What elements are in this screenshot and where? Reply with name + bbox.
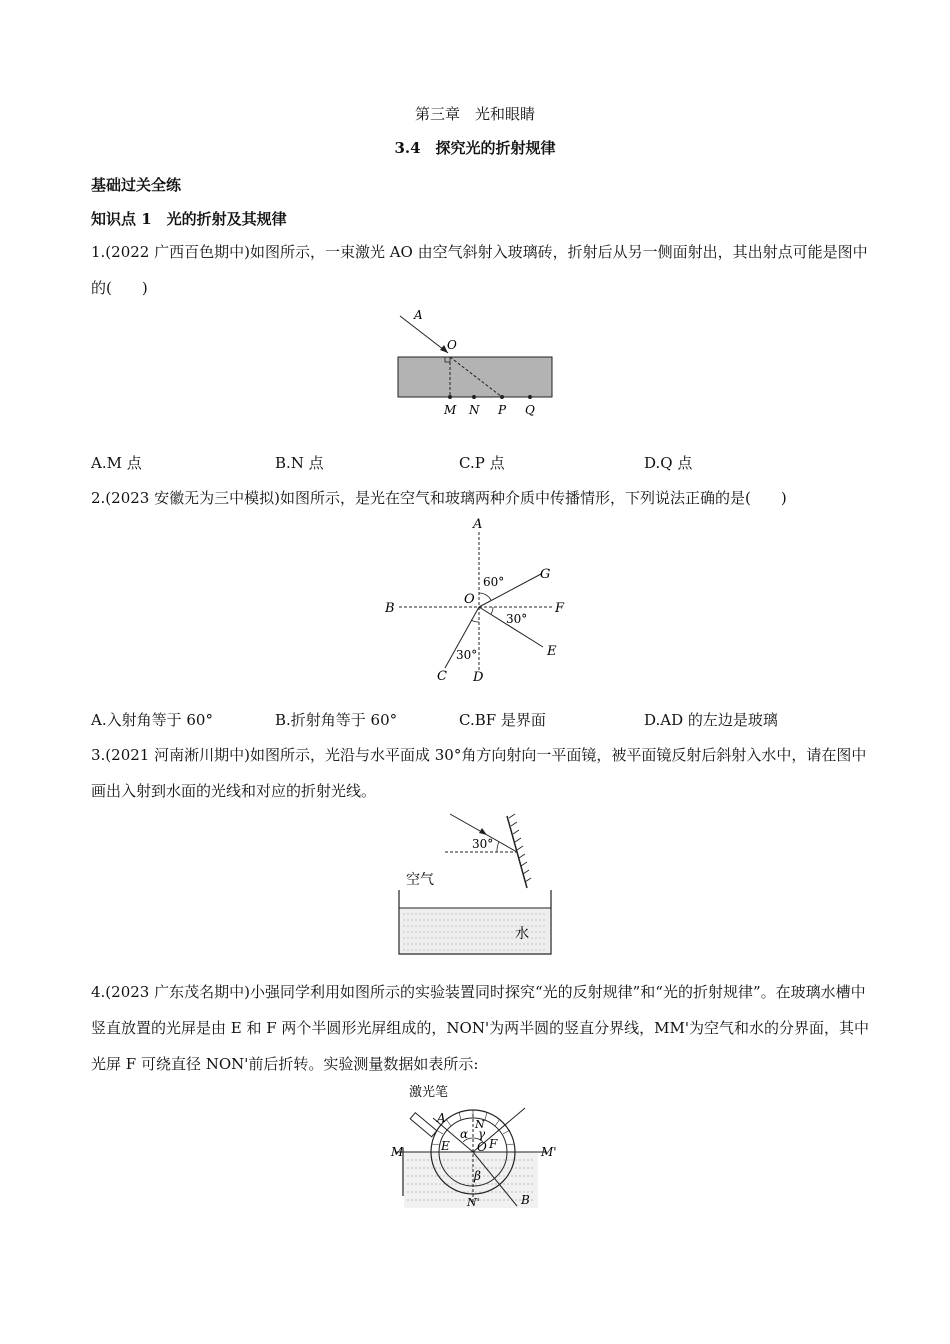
label-o: O	[447, 338, 457, 352]
q3-figure	[395, 808, 560, 958]
q2-option-c: C.BF 是界面	[459, 711, 546, 729]
label-n: N	[475, 1118, 485, 1131]
label-f: F	[489, 1137, 498, 1151]
angle-30-bottom: 30°	[456, 648, 478, 662]
question-3-text: 3.(2021 河南淅川期中)如图所示，光沿与水平面成 30°角方向射向一平面镜，被平面镜反射后斜射入水中，请在图中画出入射到水面的光线和对应的折射光线。	[91, 746, 867, 800]
water-label: 水	[515, 926, 529, 942]
label-a: A	[473, 517, 483, 532]
label-d: D	[473, 670, 484, 685]
laser-pen-label: 激光笔	[409, 1085, 449, 1100]
q2-option-a: A.入射角等于 60°	[91, 711, 213, 729]
incident-ray	[400, 316, 448, 353]
label-a: A	[414, 308, 423, 322]
q4-figure	[385, 1078, 575, 1218]
knowledge-point-title: 知识点 1 光的折射及其规律	[91, 210, 287, 228]
label-o: O	[477, 1140, 487, 1154]
label-beta: β	[474, 1169, 481, 1183]
laser-pen	[410, 1113, 437, 1137]
chapter-title: 第三章 光和眼睛	[414, 105, 535, 123]
label-m: M	[391, 1145, 404, 1159]
question-4-text: 4.(2023 广东茂名期中)小强同学利用如图所示的实验装置同时探究“光的反射规律”和“光的折射规律”。在玻璃水槽中竖直放置的光屏是由 E 和 F 两个半圆形光屏组成的，NON'为两半圆的竖直分界线，MM'为空气和水的分界面，其中光屏 F 可绕直径 NON'前后折转。实验测量数据如表所示:	[91, 983, 869, 1073]
angle-30: 30°	[472, 837, 494, 851]
q1-option-b: B.N 点	[275, 454, 324, 472]
question-2-text: 2.(2023 安徽无为三中模拟)如图所示，是光在空气和玻璃两种介质中传播情形，下列说法正确的是( )	[91, 489, 787, 507]
label-e: E	[441, 1139, 450, 1153]
label-c: C	[437, 669, 447, 684]
q1-option-d: D.Q 点	[644, 454, 693, 472]
q1-option-a: A.M 点	[91, 454, 142, 472]
label-m-prime: M'	[541, 1145, 557, 1159]
label-n-prime: N'	[467, 1196, 480, 1209]
q1-figure	[380, 305, 570, 425]
q1-option-c: C.P 点	[459, 454, 505, 472]
part-title: 基础过关全练	[91, 176, 182, 194]
label-a: A	[437, 1111, 446, 1125]
glass-block	[398, 357, 552, 397]
label-e: E	[547, 644, 557, 659]
section-title: 3.4 探究光的折射规律	[394, 139, 556, 157]
label-g: G	[540, 567, 551, 582]
q2-option-b: B.折射角等于 60°	[275, 711, 398, 729]
label-alpha: α	[460, 1127, 469, 1141]
label-b: B	[385, 601, 395, 616]
label-m: M	[444, 403, 457, 417]
q2-figure	[375, 510, 575, 690]
question-1-text: 1.(2022 广西百色期中)如图所示，一束激光 AO 由空气斜射入玻璃砖，折射后从另一侧面射出，其出射点可能是图中的( )	[91, 243, 868, 297]
q2-option-d: D.AD 的左边是玻璃	[644, 711, 778, 729]
label-gamma: γ	[478, 1127, 486, 1141]
angle-60: 60°	[483, 575, 505, 589]
angle-30-right: 30°	[506, 612, 528, 626]
label-b: B	[521, 1193, 530, 1207]
label-q: Q	[525, 403, 535, 417]
label-p: P	[498, 403, 507, 417]
label-n: N	[469, 403, 480, 417]
air-label: 空气	[406, 872, 434, 888]
label-o: O	[464, 592, 475, 607]
label-f: F	[555, 601, 565, 616]
